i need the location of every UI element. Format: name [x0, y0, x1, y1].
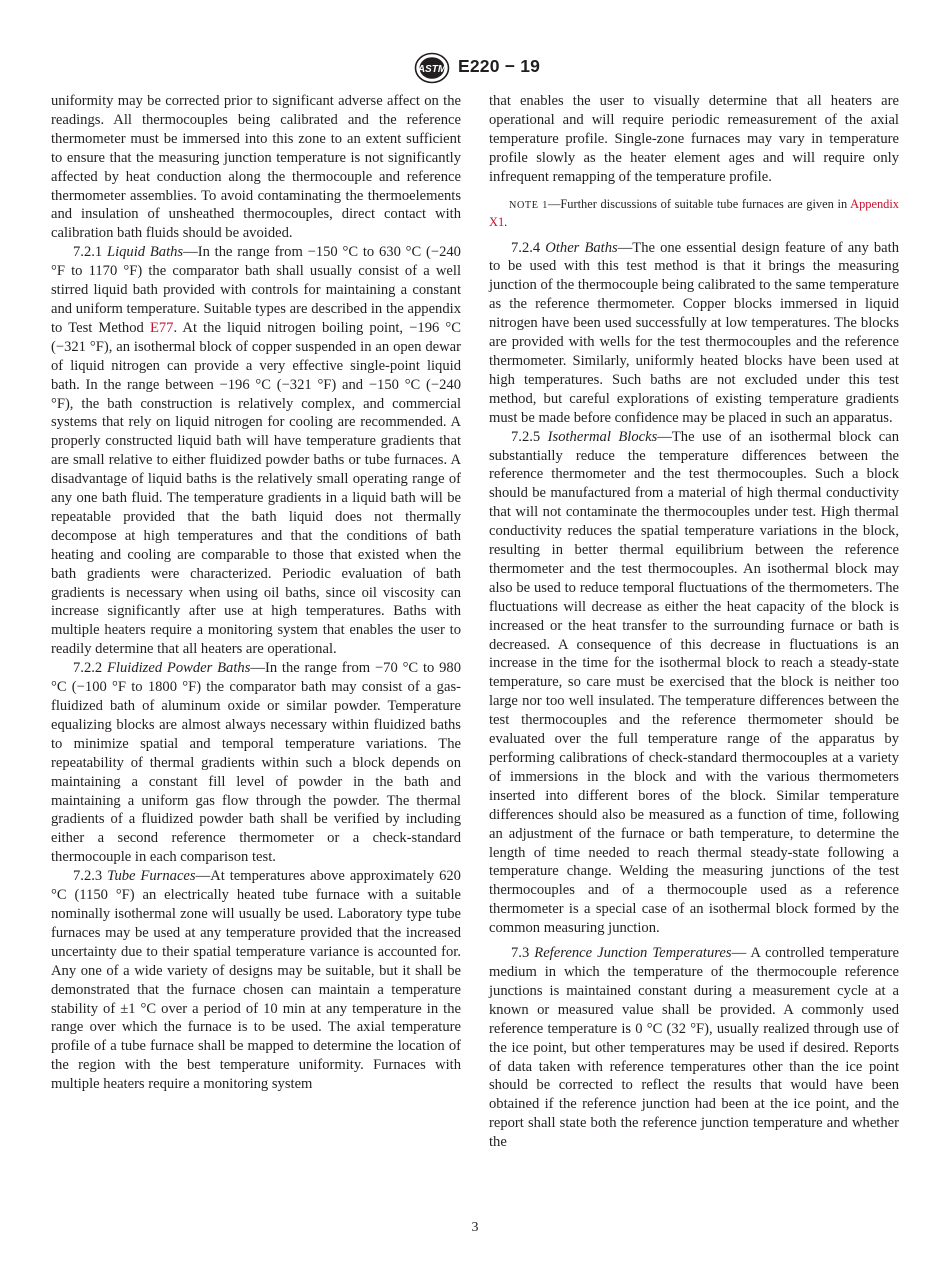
note-1 — [489, 196, 899, 230]
section-number: 7.2.1 — [73, 244, 103, 261]
section-7-2-1 — [51, 243, 461, 659]
section-title: Isothermal Blocks — [547, 428, 658, 445]
document-designation: E220 − 19 — [458, 56, 541, 76]
section-text: —The use of an isothermal block can substantially reduce the temperature differences between the reference thermometer and the test thermocouples. Such a block should be manufactured from a material of high thermal conductivity that will not contaminate the thermocouples under test. High thermal conductivity reduces the spatial temperature variations in the block, resulting in better thermal equilibrium between the reference thermometer and the test thermocouples. An isothermal block may also be used to reduce temporal fluctuations of the thermometers. The fluctuations will decrease as either the heat capacity of the block is increased or the heat transfer to the surrounding furnace or bath is decreased. A consequence of this decrease in fluctuations is an increase in the time for the isothermal block to reach a steady-state temperature, so care must be exercised that the block is neither too large nor too well insulated. The temperature differences between the test thermocouples and the reference thermometer should be evaluated over the full temperature range of the apparatus by performing calibrations of check-standard thermocouples at a variety of immersions in the block and with the various thermometers inserted into different bores of the block. Similar temperature differences should also be measured as a function of time, following an adjustment of the furnace or bath temperature, to determine the length of time needed to reach thermal steady-state following a temperature change. Welding the measuring junctions of the test thermocouples and of a thermocouple used as a reference thermometer is a special case of an isothermal block formed by the common measuring junction. — [489, 428, 899, 937]
section-text: —In the range from −70 °C to 980 °C (−100 °F to 1800 °F) the comparator bath may consist of a gas-fluidized bath of aluminum oxide or similar powder. Temperature equalizing blocks are almost always necessary within fluidized baths to minimize spatial and temporal temperature variations. The repeatability of thermal gradients within such a block depends on maintaining a constant fill level of powder in the bath and maintaining a uniform gas flow through the powder. The thermal gradients of a fluidized powder bath shall be verified by including either a second reference thermometer or a check-standard thermocouple in each comparison test. — [51, 660, 461, 866]
section-title: Reference Junction Temperatures — [534, 945, 732, 962]
section-text: —In the range from −150 °C to 630 °C (−240 °F to 1170 °F) the comparator bath shall usually consist of a well stirred liquid bath provided with controls for maintaining a constant and uniform temperature. Suitable types are described in the appendix to Test Method — [51, 244, 461, 336]
section-7-2-3 — [51, 867, 461, 1094]
section-number: 7.3 — [511, 945, 530, 962]
section-title: Other Baths — [545, 239, 618, 256]
astm-logo-icon — [414, 52, 450, 84]
section-title: Tube Furnaces — [107, 868, 196, 885]
section-text: . At the liquid nitrogen boiling point, −196 °C (−321 °F), an isothermal block of copper suspended in an open dewar of liquid nitrogen can provide a very effective single-point liquid bath. In the range between −196 °C (−321 °F) and −150 °C (−240 °F), the bath construction is relatively complex, and commercial systems that rely on liquid nitrogen for cooling are recommended. A properly constructed liquid bath will have temperature gradients that are small relative to either fluidized powder baths or tube furnaces. A disadvantage of liquid baths is the relatively small operating range of any one bath fluid. The temperature gradients in a liquid bath will be repeatable provided that the bath liquid does not thermally decompose at high temperatures and that the conditions of bath heating and cooling are comparable to those that existed when the bath gradients were characterized. Periodic evaluation of bath gradients is necessary when using oil baths, since oil viscosity can increase significantly after use at high temperatures. Baths with multiple heaters require a monitoring system that enables the user to readily determine that all heaters are operational. — [51, 319, 461, 658]
note-end: . — [504, 214, 508, 229]
section-text: — A controlled temperature medium in which the temperature of the thermocouple reference junctions is maintained constant during a measurement cycle at a known or measured value shall be provided. A commonly used reference temperature is 0 °C (32 °F), usually realized through use of the ice point, but other temperatures may be used if desired. Reports of data taken with reference temperatures other than the ice point should be corrected to reflect the results that would have been obtained if the reference junction had been at the ice point, and the report shall state both the reference junction temperature and whether the — [489, 945, 899, 1151]
left-column — [51, 92, 461, 1094]
section-text: —The one essential design feature of any bath to be used with this test method is that it brings the measuring junction of the thermocouple being calibrated to the same temperature as the reference thermometer. Copper blocks immersed in liquid nitrogen have been used successfully at low temperatures. The blocks are provided with wells for the test thermocouples and the reference thermometer. Similarly, uniformly heated blocks have been used at high temperatures. Such baths are not excluded under this test method, but careful explorations of existing temperature gradients must be made before confidence may be placed in such an apparatus. — [489, 239, 899, 426]
logo-text: ASTM — [417, 64, 447, 75]
note-text: —Further discussions of suitable tube furnaces are given in — [547, 196, 851, 211]
paragraph: that enables the user to visually determine that all heaters are operational and will require periodic remeasurement of the axial temperature profile. Single-zone furnaces may vary in temperature profile slowly as the heater element ages and will require only infrequent remapping of the temperature profile. — [489, 93, 899, 185]
section-7-3 — [489, 944, 899, 1152]
section-number: 7.2.4 — [511, 239, 541, 256]
appendix-x1-link[interactable]: Appendix X1 — [489, 196, 899, 229]
note-label: NOTE 1 — [509, 199, 548, 211]
section-7-2-2 — [51, 659, 461, 867]
reference-link-e77[interactable]: E77 — [149, 319, 174, 336]
right-column — [489, 92, 899, 1152]
section-number: 7.2.2 — [73, 660, 103, 677]
section-text: —At temperatures above approximately 620 °C (1150 °F) an electrically heated tube furnace with a suitable nominally isothermal zone will usually be used. Laboratory type tube furnaces may be used at any temperature provided that the increased uncertainty due to their spatial temperature variance is accounted for. Any one of a wide variety of designs may be suitable, but it shall be demonstrated that the furnace chosen can maintain a temperature stability of ±1 °C over a period of 10 min at any temperature in the range over which the furnace is to be used. The axial temperature profile of a tube furnace shall be mapped to determine the location of the region with the best temperature uniformity. Furnaces with multiple heaters require a monitoring system — [51, 868, 461, 1093]
page-number: 3 — [471, 1220, 479, 1235]
section-number: 7.2.3 — [73, 868, 103, 885]
page-header — [0, 52, 950, 84]
section-7-2-5 — [489, 428, 899, 938]
section-title: Fluidized Powder Baths — [107, 660, 251, 677]
paragraph: uniformity may be corrected prior to significant adverse affect on the readings. All thermocouples being calibrated and the reference thermometer must be immersed into this zone to an extent sufficient to ensure that the measuring junction temperature is not significantly affected by heat conduction along the thermocouple and reference thermometer assemblies. To avoid contaminating the thermoelements and insulation of unsheathed thermocouples, direct contact with calibration bath fluids should be avoided. — [51, 93, 461, 242]
section-title: Liquid Baths — [106, 244, 184, 261]
section-7-2-4 — [489, 239, 899, 428]
section-number: 7.2.5 — [511, 428, 541, 445]
